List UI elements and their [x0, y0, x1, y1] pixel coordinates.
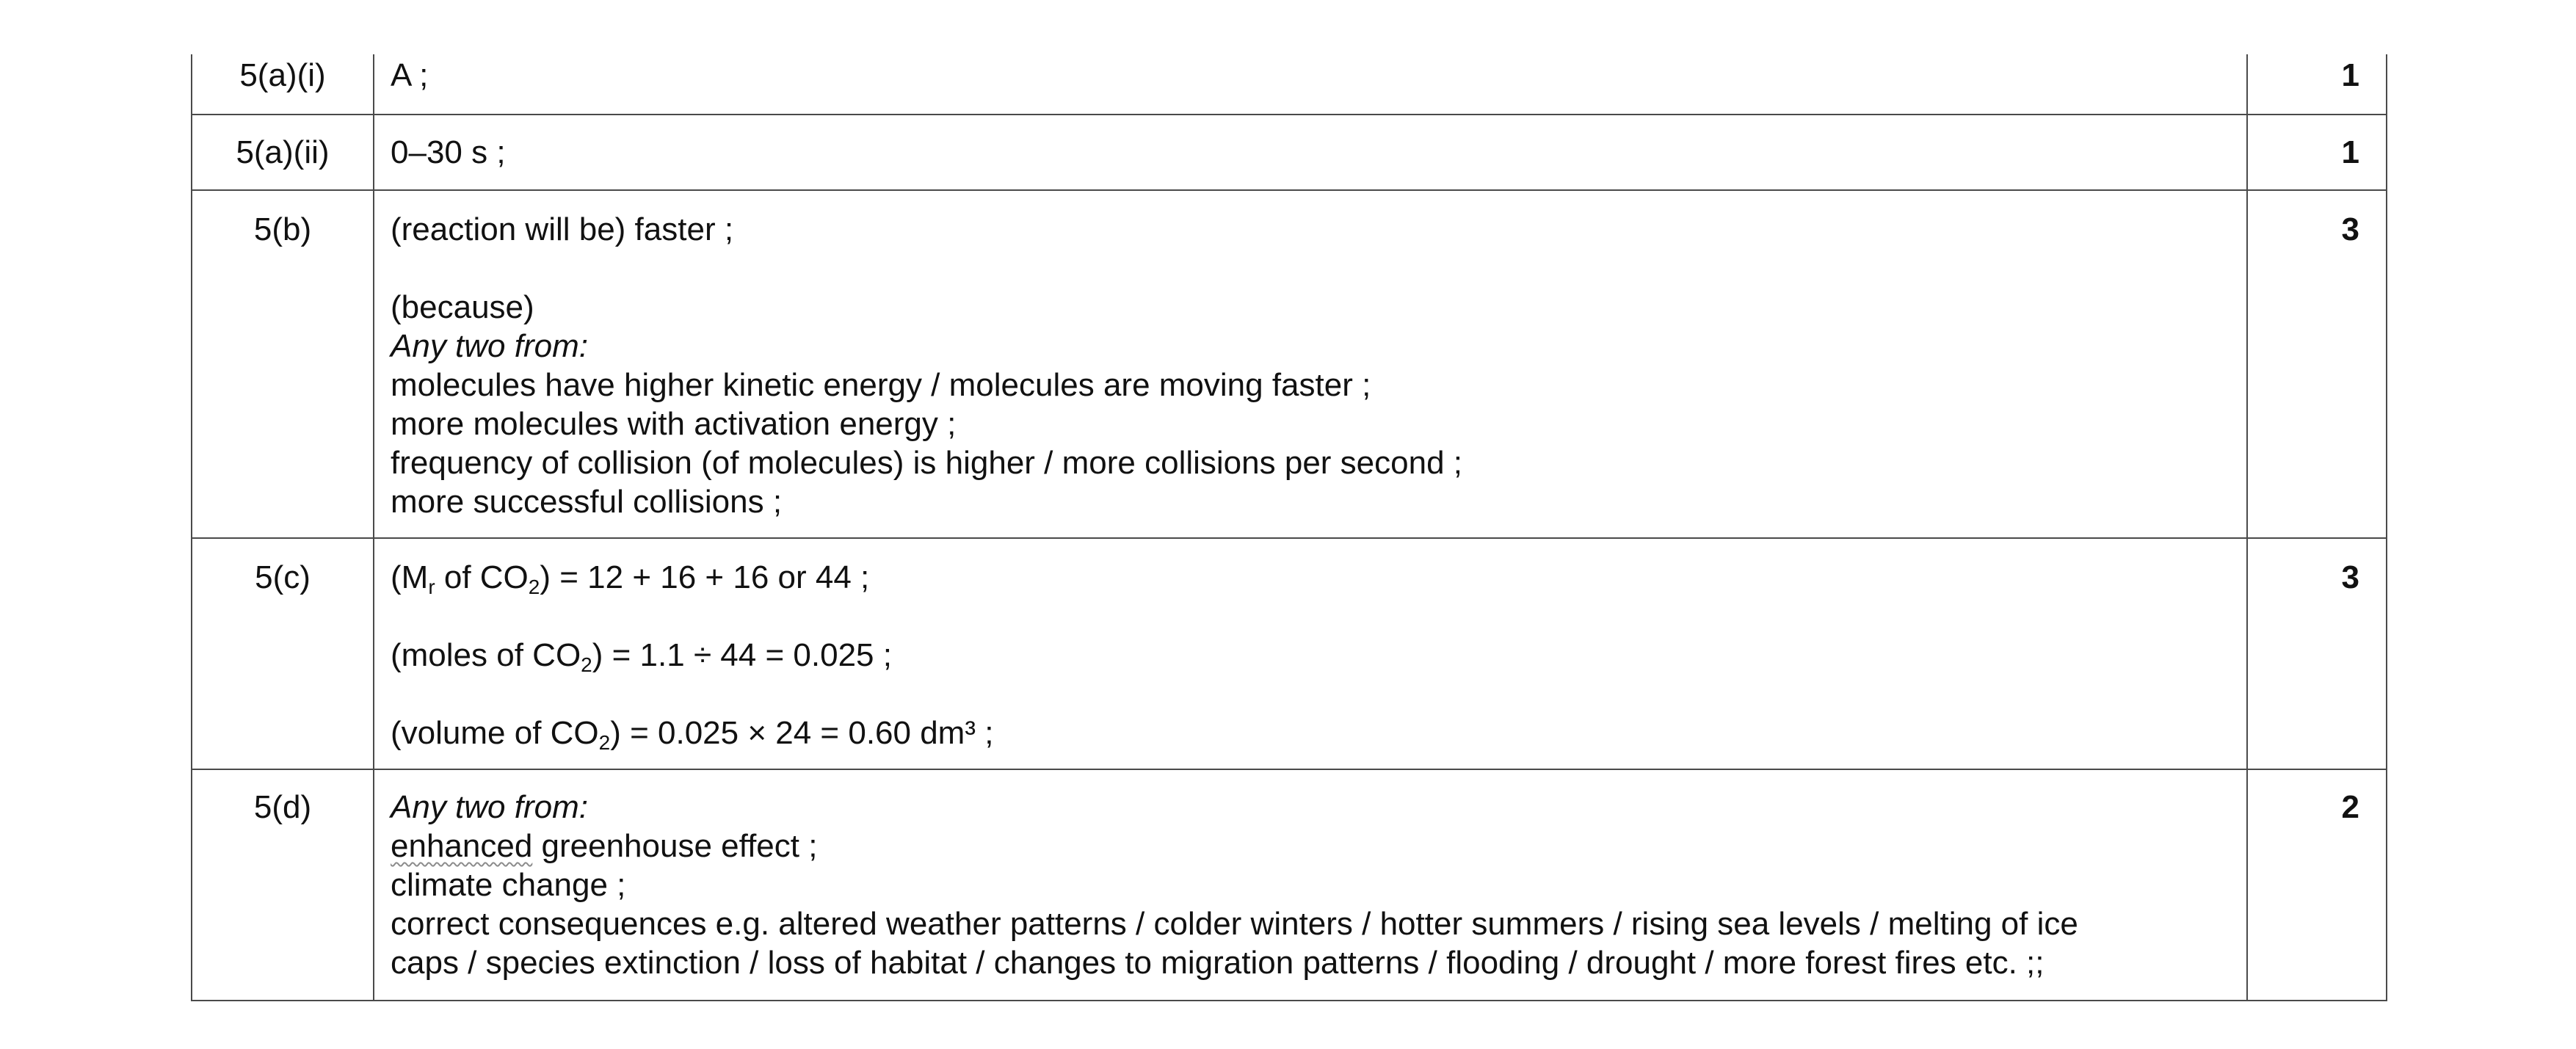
answer-instruction: Any two from: [391, 328, 588, 364]
question-number: 5(c) [192, 538, 374, 769]
line-gap [391, 675, 2230, 714]
answer-line [391, 558, 2230, 597]
answer-line [391, 714, 2230, 752]
answer-cell: A ; [374, 54, 2247, 115]
table-row [192, 769, 2387, 1001]
text-run: (moles of CO [391, 637, 581, 673]
question-number: 5(b) [192, 190, 374, 538]
line-gap [391, 597, 2230, 636]
question-number: 5(a)(ii) [192, 115, 374, 190]
answer-line: caps / species extinction / loss of habitat / changes to migration patterns / flooding / drought / more forest fires etc. ;; [391, 945, 2045, 981]
answer-cell [374, 769, 2247, 1001]
subscript-r: r [428, 576, 435, 598]
table-row [192, 115, 2387, 190]
marks-cell: 3 [2247, 538, 2387, 769]
table-row [192, 190, 2387, 538]
table-row [192, 538, 2387, 769]
answer-line: correct consequences e.g. altered weather patterns / colder winters / hotter summers / rising sea levels / melting of ice [391, 906, 2078, 942]
mark-scheme-table [191, 54, 2387, 1001]
line-gap [391, 249, 2230, 288]
answer-line: frequency of collision (of molecules) is higher / more collisions per second ; [391, 445, 1462, 481]
answer-cell [374, 538, 2247, 769]
answer-line: (because) [391, 289, 534, 325]
text-run: ) = 12 + 16 + 16 or 44 ; [540, 559, 870, 595]
text-run: (volume of CO [391, 715, 599, 751]
marks-cell: 3 [2247, 190, 2387, 538]
answer-cell: 0–30 s ; [374, 115, 2247, 190]
underlined-word: enhanced [391, 828, 533, 864]
answer-line [391, 636, 2230, 675]
answer-line: climate change ; [391, 867, 626, 903]
subscript-2: 2 [598, 731, 611, 754]
text-run: ) = 1.1 ÷ 44 = 0.025 ; [592, 637, 892, 673]
text-run: ) = 0.025 × 24 = 0.60 dm³ ; [610, 715, 994, 751]
answer-line [391, 827, 2230, 865]
question-number: 5(a)(i) [192, 54, 374, 115]
table-row [192, 54, 2387, 115]
answer-line: molecules have higher kinetic energy / molecules are moving faster ; [391, 367, 1371, 403]
marks-cell: 2 [2247, 769, 2387, 1001]
marks-cell: 1 [2247, 115, 2387, 190]
subscript-2: 2 [528, 576, 540, 598]
subscript-2: 2 [581, 653, 592, 676]
answer-cell [374, 190, 2247, 538]
answer-line: more successful collisions ; [391, 484, 783, 520]
answer-instruction: Any two from: [391, 789, 588, 825]
text-run: (M [391, 559, 429, 595]
question-number: 5(d) [192, 769, 374, 1001]
answer-line: more molecules with activation energy ; [391, 406, 957, 442]
marks-cell: 1 [2247, 54, 2387, 115]
text-run: greenhouse effect ; [532, 828, 818, 864]
text-run: of CO [435, 559, 529, 595]
answer-line: (reaction will be) faster ; [391, 211, 734, 247]
